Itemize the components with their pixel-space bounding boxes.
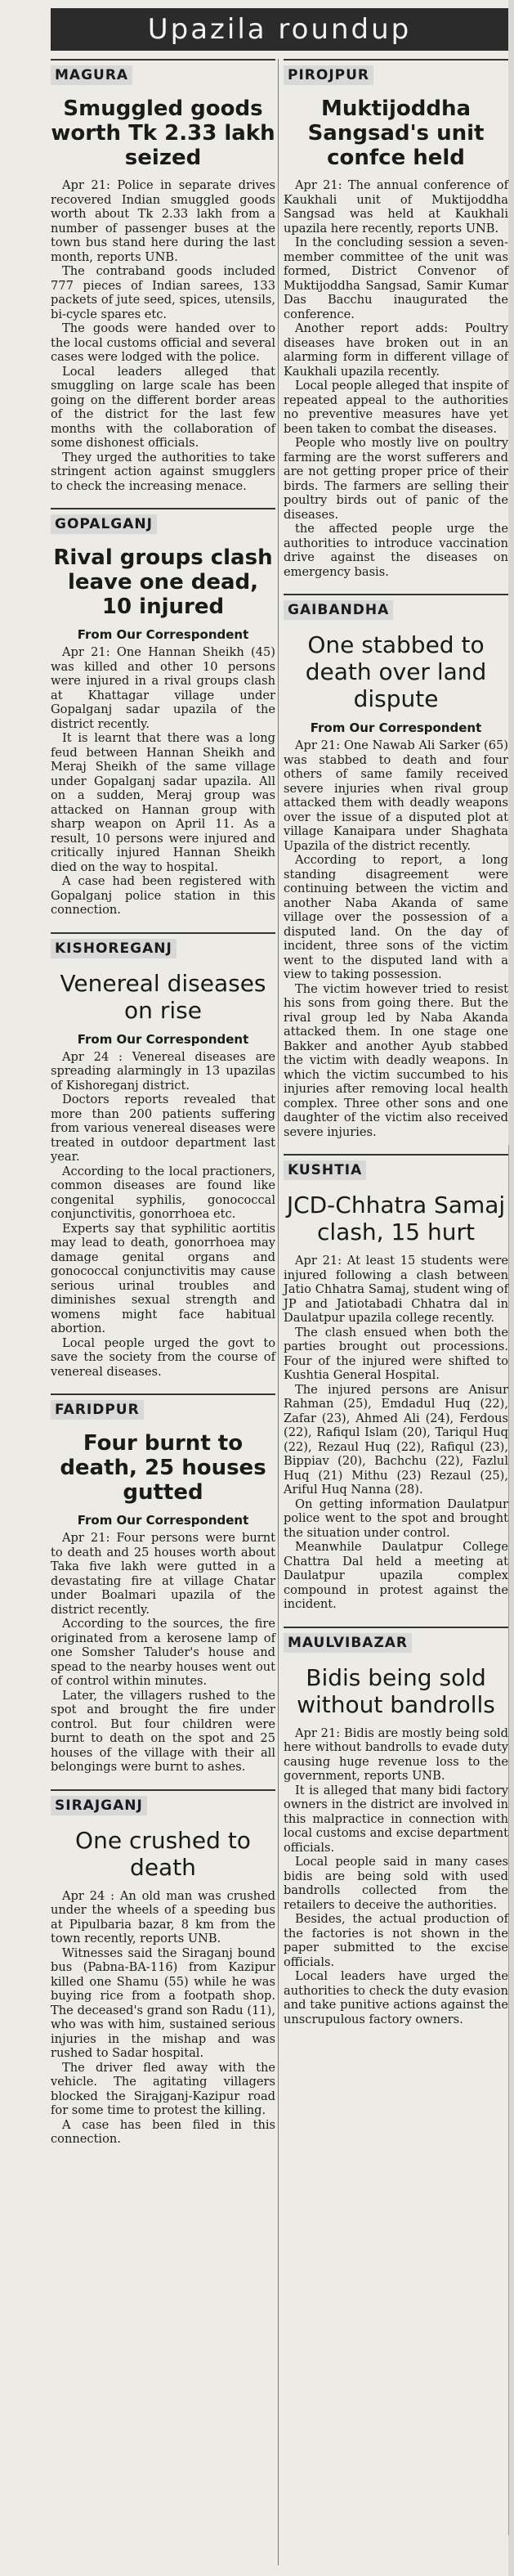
story-rule (51, 508, 275, 509)
story-rule (51, 932, 275, 934)
story-paragraph: Local leaders alleged that smuggling on large scale has been going on the different border areas of the district for the last few months with the collaboration of some dishonest officials. (51, 364, 275, 450)
story-paragraph: The injured persons are Anisur Rahman (25), Emdadul Huq (22), Zafar (23), Ahmed Ali (24), Ferdous (22), Rafiqul Islam (20), Tariqul Huq (22), Rezaul Huq (22), Rafiqul (23), Bippiav (20), Bachchu (22), Fazlul Huq (21) Mithu (23) Rezaul (25), Ariful Huq Nanna (28). (284, 1382, 508, 1497)
story-paragraph: Another report adds: Poultry diseases have broken out in an alarming form in different village of Kaukhali upazila recently. (284, 321, 508, 379)
story-headline: One crushed to death (75, 1826, 251, 1881)
story-rule (51, 1393, 275, 1395)
story-paragraph: Local people said in many cases bidis are being sold with used bandrolls collected from the retailers to deceive the authorities. (284, 1855, 508, 1912)
story-paragraph: Apr 21: The annual conference of Kaukhali unit of Muktijoddha Sangsad was held at Kaukhali upazila here recently, reports UNB. (284, 178, 508, 236)
story-paragraph: Apr 21: Bidis are mostly being sold here without bandrolls to evade duty causing huge revenue loss to the government, reports UNB. (284, 1726, 508, 1783)
story-paragraph: Apr 24 : Venereal diseases are spreading alarmingly in 13 upazilas of Kishoreganj district. (51, 1049, 275, 1093)
story-byline: From Our Correspondent (77, 1031, 249, 1047)
story-paragraph: Local people urged the govt to save the society from the course of venereal diseases. (51, 1335, 275, 1379)
story-paragraph: Apr 21: Four persons were burnt to death and 25 houses worth about Taka five lakh were gutted in a devastating fire at village Chatar under Boalmari upazila of the district recently. (51, 1531, 275, 1617)
story-paragraph: A case has been filed in this connection. (51, 2117, 275, 2146)
story-paragraph: The driver fled away with the vehicle. The agitating villagers blocked the Sirajganj-Kazipur road for some time to protest the killing. (51, 2060, 275, 2117)
adjacent-page-edge (508, 0, 514, 2576)
story-paragraph: Meanwhile Daulatpur College Chattra Dal held a meeting at Daulatpur upazila complex compound in protest against the incident. (284, 1540, 508, 1611)
story (284, 594, 508, 1139)
story (51, 508, 275, 918)
story-byline: From Our Correspondent (77, 1513, 249, 1528)
story-location: PIROJPUR (284, 65, 373, 85)
story-paragraph: They urged the authorities to take stringent action against smugglers to check the increasing menace. (51, 450, 275, 493)
story-byline: From Our Correspondent (77, 627, 249, 642)
story (51, 932, 275, 1380)
story-paragraph: According to the local practioners, common diseases are found like congenital syphilis, gonococcal conjunctivitis, gonorrhoea etc. (51, 1164, 275, 1221)
left-column (51, 59, 275, 2161)
story (51, 1789, 275, 2147)
story-paragraph: Experts say that syphilitic aortitis may lead to death, gonorrhoea may damage genital organs and gonococcal conjunctivitis may cause serious urinal troubles and diminishes sexual strength and womens might face habitual abortion. (51, 1221, 275, 1335)
story-paragraph: A case had been registered with Gopalganj police station in this connection. (51, 874, 275, 917)
story-paragraph: The clash ensued when both the parties brought out processions. Four of the injured were shifted to Kushtia General Hospital. (284, 1325, 508, 1382)
story-paragraph: Apr 21: One Nawab Ali Sarker (65) was stabbed to death and four others of same family received severe injuries when rival group attacked them with deadly weapons over the issue of a disputed plot at village Kanaipara under Shaghata Upazila of the district recently. (284, 738, 508, 853)
story-location: FARIDPUR (51, 1400, 144, 1420)
story-paragraph: the affected people urge the authorities to introduce vaccination drive against the diseases on emergency basis. (284, 522, 508, 579)
story (51, 59, 275, 493)
story-byline: From Our Correspondent (310, 720, 482, 735)
story (284, 59, 508, 579)
story-paragraph: Apr 24 : An old man was crushed under the wheels of a speeding bus at Pipulbaria bazar, 8 km from the town recently, reports UNB. (51, 1888, 275, 1945)
story-headline: Smuggled goods worth Tk 2.33 lakh seized (51, 96, 275, 170)
story-paragraph: The victim however tried to resist his sons from going there. But the rival group led by Naba Akanda attacked them. In one stage one Bakker and another Ayub stabbed the victim with deadly weapons. In which the victim succumbed to his injuries after removing local health complex. Three other sons and one daughter of the victim also received severe injuries. (284, 981, 508, 1139)
story-headline: Venereal diseases on rise (60, 969, 266, 1024)
section-banner: Upazila roundup (51, 8, 508, 51)
story-paragraph: In the concluding session a seven-member committee of the unit was formed, District Convenor of Muktijoddha Sangsad, Samir Kumar Das Bacchu inaugurated the conference. (284, 236, 508, 321)
column-divider (278, 59, 279, 2565)
story-paragraph: According to the sources, the fire originated from a kerosene lamp of one Somsher Taluder's house and spead to the nearby houses went out of control within minutes. (51, 1617, 275, 1688)
story-location: GOPALGANJ (51, 514, 157, 534)
story-location: MAULVIBAZAR (284, 1633, 412, 1653)
story-headline: Rival groups clash leave one dead, 10 injured (53, 545, 273, 619)
story-headline: One stabbed to death over land dispute (305, 631, 487, 712)
story-location: GAIBANDHA (284, 600, 393, 620)
story-rule (51, 1789, 275, 1791)
story-paragraph: Apr 21: At least 15 students were injured following a clash between Jatio Chhatra Samaj, student wing of JP and Jatiotabadi Chhatra dal in Daulatpur upazila college recently. (284, 1254, 508, 1325)
story-paragraph: Local leaders have urged the authorities to check the duty evasion and take punitive actions against the unscrupulous factory owners. (284, 1969, 508, 2026)
story-paragraph: Doctors reports revealed that more than 200 patients suffering from various venereal diseases were treated in outdoor department last year. (51, 1093, 275, 1164)
story-paragraph: Apr 21: Police in separate drives recovered Indian smuggled goods worth about Tk 2.33 lakh from a number of passenger buses at the town bus stand here during the last month, reports UNB. (51, 178, 275, 264)
story-paragraph: Later, the villagers rushed to the spot and brought the fire under control. But four children were burnt to death on the spot and 25 houses of the village with their all belongings were burnt to ashes. (51, 1688, 275, 1774)
story-location: SIRAJGANJ (51, 1796, 147, 1815)
story-rule (284, 594, 508, 595)
story-headline: Muktijoddha Sangsad's unit confce held (307, 96, 485, 170)
story-paragraph: Apr 21: One Hannan Sheikh (45) was killed and other 10 persons were injured in a rival groups clash at Khattagar village under Gopalganj sadar upazila of the district recently. (51, 645, 275, 731)
story-paragraph: Witnesses said the Siraganj bound bus (Pabna-BA-116) from Kazipur killed one Shamu (55) while he was buying rice from a footpath shop. The deceased's grand son Radu (11), who was with him, sustained serious injuries in the mishap and was rushed to Sadar hospital. (51, 1945, 275, 2060)
story-location: MAGURA (51, 65, 132, 85)
story-headline: JCD-Chhatra Samaj clash, 15 hurt (286, 1192, 506, 1245)
story-rule (51, 59, 275, 61)
story-paragraph: The goods were handed over to the local customs official and several cases were lodged with the police. (51, 321, 275, 364)
story-rule (284, 1627, 508, 1628)
story (51, 1393, 275, 1775)
right-column (284, 59, 508, 2041)
story-paragraph: People who mostly live on poultry farming are the worst sufferers and are not getting proper price of their birds. The farmers are selling their poultry birds out of panic of the diseases. (284, 436, 508, 522)
story-location: KUSHTIA (284, 1160, 366, 1180)
story-rule (284, 59, 508, 61)
story (284, 1627, 508, 2027)
story-paragraph: It is learnt that there was a long feud between Hannan Sheikh and Meraj Sheikh of the same village under Gopalganj sadar upazila. All on a sudden, Meraj group was attacked on Hannan group with sharp weapon on April 11. As a result, 10 persons were injured and critically injured Hannan Sheikh died on the way to hospital. (51, 731, 275, 874)
story-paragraph: The contraband goods included 777 pieces of Indian sarees, 133 packets of jute seed, spices, utensils, bi-cycle spares etc. (51, 264, 275, 321)
story-headline: Four burnt to death, 25 houses gutted (60, 1431, 266, 1505)
adjacent-page-rule (508, 1145, 509, 2535)
story-paragraph: Local people alleged that inspite of repeated appeal to the authorities no preventive measures have yet been taken to combat the diseases. (284, 379, 508, 436)
story-paragraph: Besides, the actual production of the factories is not shown in the paper submitted to the excise officials. (284, 1912, 508, 1969)
story-paragraph: It is alleged that many bidi factory owners in the district are involved in this malpractice in connection with local customs and excise department officials. (284, 1783, 508, 1855)
story (284, 1154, 508, 1612)
story-headline: Bidis being sold without bandrolls (297, 1663, 495, 1718)
story-paragraph: According to report, a long standing disagreement were continuing between the victim and another Naba Akanda of same village over the possession of a disputed land. On the day of incident, three sons of the victim went to the disputed land with a view to taking possession. (284, 853, 508, 981)
story-location: KISHOREGANJ (51, 939, 177, 958)
story-rule (284, 1154, 508, 1156)
story-paragraph: On getting information Daulatpur police went to the spot and brought the situation under control. (284, 1497, 508, 1540)
